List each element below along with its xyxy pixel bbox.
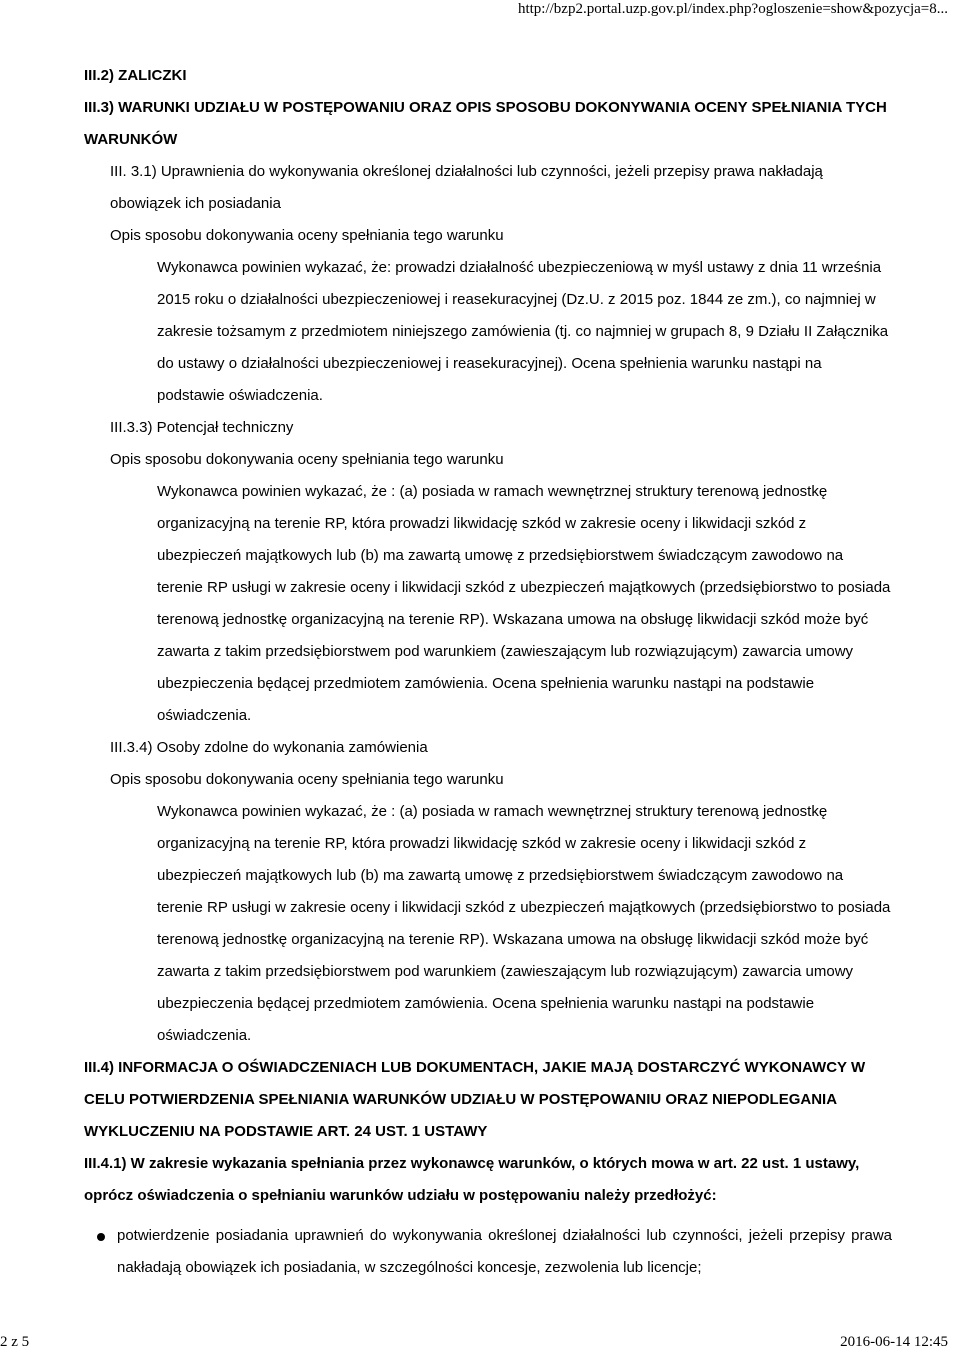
- page-number: 2 z 5: [0, 1334, 30, 1350]
- osoby-title: III.3.4) Osoby zdolne do wykonania zamówienia: [110, 739, 428, 756]
- potencjal-opis-label: Opis sposobu dokonywania oceny spełniania tego warunku: [110, 451, 504, 468]
- print-datetime: 2016-06-14 12:45: [840, 1334, 948, 1350]
- document-list: [84, 1220, 892, 1284]
- wykazania-title: III.4.1) W zakresie wykazania spełniania przez wykonawcę warunków, o których mowa w art. 22 ust. 1 ustawy, oprócz oświadczenia o spełnianiu warunków udziału w postępowaniu należy przedłożyć:: [84, 1155, 860, 1204]
- potencjal-text: Wykonawca powinien wykazać, że : (a) posiada w ramach wewnętrznej struktury terenową jednostkę organizacyjną na terenie RP, która prowadzi likwidację szkód w zakresie oceny i likwidacji szkód z ubezpieczeń majątkowych lub (b) ma zawartą umowę z przedsiębiorstwem świadczącym zawodowo na terenie RP usługi w zakresie oceny i likwidacji szkód z ubezpieczeń majątkowych (przedsiębiorstwo to posiada terenową jednostkę organizacyjną na terenie RP). Wskazana umowa na obsługę likwidacji szkód może być zawarta z takim przedsiębiorstwem pod warunkiem (zawieszającym lub rozwiązującym) zawarcia umowy ubezpieczenia będącej przedmiotem zamówienia. Ocena spełnienia warunku nastąpi na podstawie oświadczenia.: [157, 483, 891, 724]
- osoby-text: Wykonawca powinien wykazać, że : (a) posiada w ramach wewnętrznej struktury terenową jednostkę organizacyjną na terenie RP, która prowadzi likwidację szkód w zakresie oceny i likwidacji szkód z ubezpieczeń majątkowych lub (b) ma zawartą umowę z przedsiębiorstwem świadczącym zawodowo na terenie RP usługi w zakresie oceny i likwidacji szkód z ubezpieczeń majątkowych (przedsiębiorstwo to posiada terenową jednostkę organizacyjną na terenie RP). Wskazana umowa na obsługę likwidacji szkód może być zawarta z takim przedsiębiorstwem pod warunkiem (zawieszającym lub rozwiązującym) zawarcia umowy ubezpieczenia będącej przedmiotem zamówienia. Ocena spełnienia warunku nastąpi na podstawie oświadczenia.: [157, 803, 891, 1044]
- uprawnienia-text: Wykonawca powinien wykazać, że: prowadzi działalność ubezpieczeniową w myśl ustawy z dnia 11 września 2015 roku o działalności ubezpieczeniowej i reasekuracyjnej (Dz.U. z 2015 poz. 1844 ze zm.), co najmniej w zakresie tożsamym z przedmiotem niniejszego zamówienia (tj. co najmniej w grupach 8, 9 Działu II Załącznika do ustawy o działalności ubezpieczeniowej i reasekuracyjnej). Ocena spełnienia warunku nastąpi na podstawie oświadczenia.: [157, 259, 889, 404]
- section-zaliczki: III.2) ZALICZKI: [84, 67, 187, 84]
- list-item: potwierdzenie posiadania uprawnień do wykonywania określonej działalności lub czynności, jeżeli przepisy prawa nakładają obowiązek ich posiadania, w szczególności koncesje, zezwolenia lub licencje;: [84, 1220, 892, 1284]
- document-body: [84, 60, 892, 1284]
- osoby-opis-label: Opis sposobu dokonywania oceny spełniania tego warunku: [110, 771, 504, 788]
- page-url: http://bzp2.portal.uzp.gov.pl/index.php?ogloszenie=show&pozycja=8...: [517, 1, 948, 17]
- uprawnienia-title: III. 3.1) Uprawnienia do wykonywania określonej działalności lub czynności, jeżeli przepisy prawa nakładają obowiązek ich posiadania: [110, 163, 823, 212]
- section-informacja-heading: III.4) INFORMACJA O OŚWIADCZENIACH LUB DOKUMENTACH, JAKIE MAJĄ DOSTARCZYĆ WYKONAWCY W CELU POTWIERDZENIA SPEŁNIANIA WARUNKÓW UDZIAŁU W POSTĘPOWANIU ORAZ NIEPODLEGANIA WYKLUCZENIU NA PODSTAWIE ART. 24 UST. 1 USTAWY: [84, 1059, 866, 1140]
- potencjal-title: III.3.3) Potencjał techniczny: [110, 419, 294, 436]
- section-warunki-heading: III.3) WARUNKI UDZIAŁU W POSTĘPOWANIU ORAZ OPIS SPOSOBU DOKONYWANIA OCENY SPEŁNIANIA TYCH WARUNKÓW: [84, 99, 887, 148]
- uprawnienia-opis-label: Opis sposobu dokonywania oceny spełniania tego warunku: [110, 227, 504, 244]
